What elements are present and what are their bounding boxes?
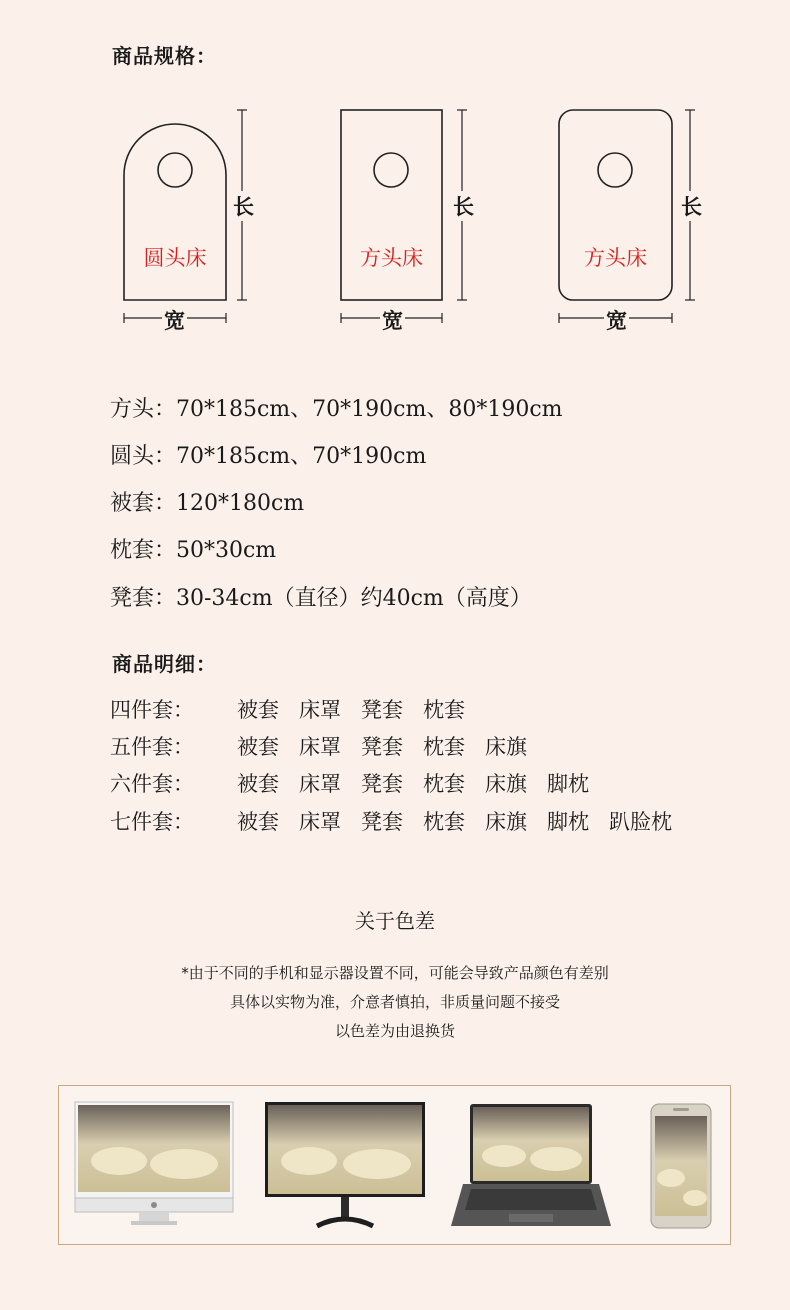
devices-illustration — [59, 1086, 730, 1244]
set-item: 床罩 — [299, 698, 341, 722]
set-item: 脚枕 — [547, 772, 589, 796]
detail-heading: 商品明细： — [112, 652, 217, 676]
bed-label-round: 圆头床 — [143, 246, 207, 270]
width-label-1: 宽 — [162, 305, 187, 335]
smartphone-icon — [651, 1104, 711, 1228]
monitor-icon — [265, 1102, 425, 1226]
color-note-line-2: 具体以实物为准，介意者慎拍，非质量问题不接受 — [229, 993, 560, 1011]
spec-heading: 商品规格： — [112, 44, 217, 68]
set-item: 床旗 — [485, 772, 527, 796]
color-note-title: 关于色差 — [355, 909, 435, 933]
length-label-3: 长 — [680, 191, 703, 221]
set-item: 凳套 — [361, 772, 403, 796]
color-note-line-1: *由于不同的手机和显示器设置不同，可能会导致产品颜色有差别 — [181, 964, 609, 982]
spec-line-pillowcase: 枕套：50*30cm — [110, 538, 277, 563]
set-item: 被套 — [237, 735, 279, 759]
set-item: 凳套 — [361, 698, 403, 722]
devices-frame — [58, 1085, 731, 1245]
set-item: 床罩 — [299, 810, 341, 834]
set-name: 四件套： — [110, 698, 194, 722]
detail-row-6 — [110, 768, 609, 798]
set-item: 枕套 — [423, 698, 465, 722]
set-item: 被套 — [237, 698, 279, 722]
length-label-1: 长 — [232, 191, 255, 221]
bed-label-rounded-square: 方头床 — [584, 246, 647, 270]
set-item: 枕套 — [423, 735, 465, 759]
set-item: 床罩 — [299, 735, 341, 759]
bed-label-square: 方头床 — [360, 246, 423, 270]
laptop-icon — [451, 1104, 611, 1226]
set-item: 凳套 — [361, 810, 403, 834]
spec-line-square: 方头：70*185cm、70*190cm、80*190cm — [110, 397, 563, 422]
detail-row-5 — [110, 731, 547, 761]
length-label-2: 长 — [452, 191, 475, 221]
set-item: 枕套 — [423, 772, 465, 796]
set-item: 被套 — [237, 810, 279, 834]
set-item: 枕套 — [423, 810, 465, 834]
width-label-3: 宽 — [604, 305, 629, 335]
set-name: 七件套： — [110, 810, 194, 834]
rounded-square-bed-diagram — [559, 110, 695, 323]
detail-row-7 — [110, 806, 692, 836]
set-item: 趴脸枕 — [609, 810, 672, 834]
desktop-imac-icon — [75, 1102, 233, 1225]
set-item: 凳套 — [361, 735, 403, 759]
set-item: 床罩 — [299, 772, 341, 796]
width-label-2: 宽 — [380, 305, 405, 335]
square-head-bed-diagram — [341, 110, 467, 323]
set-item: 脚枕 — [547, 810, 589, 834]
color-note-line-3: 以色差为由退换货 — [334, 1022, 455, 1040]
spec-line-stool: 凳套：30-34cm（直径）约40cm（高度） — [110, 586, 532, 611]
set-item: 床旗 — [485, 735, 527, 759]
bed-diagrams — [100, 100, 720, 340]
spec-line-duvet: 被套：120*180cm — [110, 491, 305, 516]
round-head-bed-diagram — [124, 110, 247, 323]
detail-row-4 — [110, 694, 485, 724]
set-item: 被套 — [237, 772, 279, 796]
set-name: 六件套： — [110, 772, 194, 796]
set-name: 五件套： — [110, 735, 194, 759]
spec-line-round: 圆头：70*185cm、70*190cm — [110, 444, 427, 469]
set-item: 床旗 — [485, 810, 527, 834]
